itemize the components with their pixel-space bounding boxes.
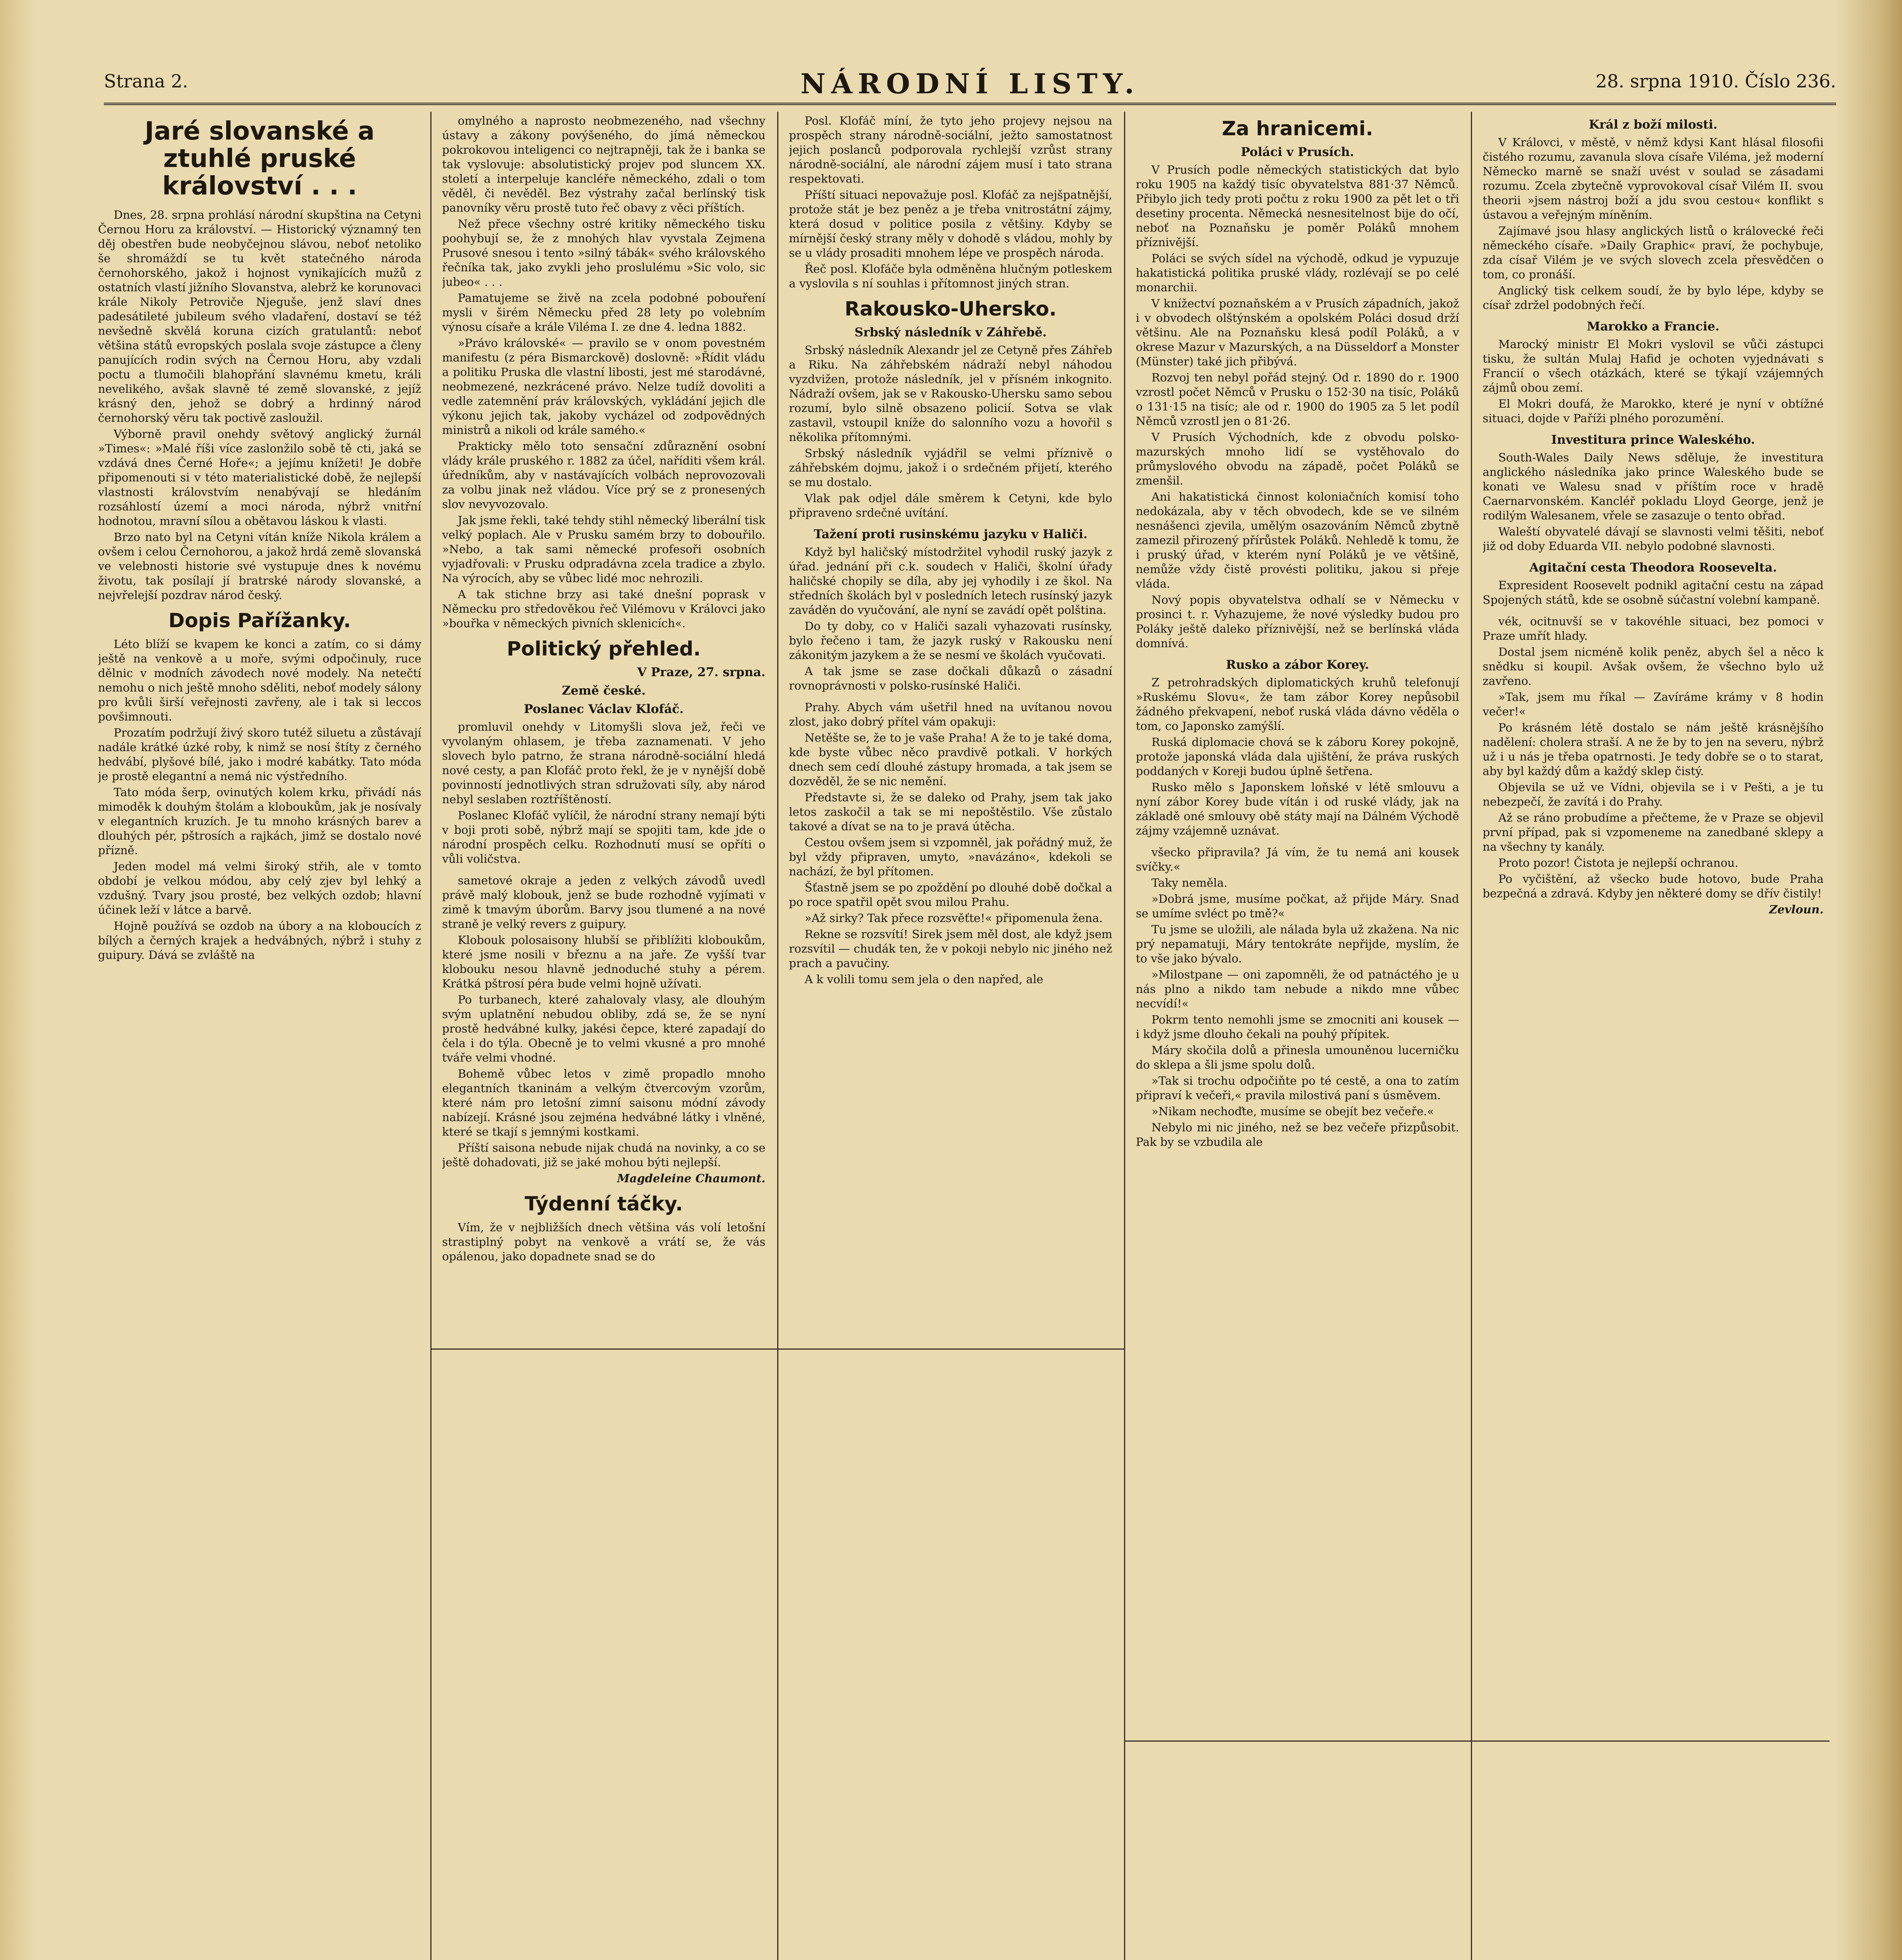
column-3	[789, 114, 1112, 1960]
column-5	[1483, 114, 1824, 1960]
paragraph: Jak jsme řekli, také tehdy stihl německý liberální tisk velký poplach. Ale v Prusku samém brzy to dobouřilo. »Nebo, a tak sami německé profesoři osobních vyjadřovali: v Prusku odpradávna zcela tradice a zbylo. Na výrocích, aby se vůbec lidé moc nehrozili.	[442, 514, 765, 585]
paragraph: »Dobrá jsme, musíme počkat, až přijde Máry. Snad se umíme svléct po tmě?«	[1136, 892, 1459, 920]
paragraph: Představte si, že se daleko od Prahy, jsem tak jako letos zaskočil a tak se mi nepoštěstilo. Vše zůstalo takové a dívat se na to je pravá útěcha.	[789, 791, 1112, 833]
paragraph: Příští situaci nepovažuje posl. Klofáč za nejšpatnější, protože stát je bez peněz a je třeba vnitrostátní zájmy, která dosud v politice posila z většiny. Kdyby se mírnější český strany měly v dohodě s vládou, mohly by se u vlády prosaditi mnohem lépe ve prospěch národa.	[789, 188, 1112, 260]
paragraph: Máry skočila dolů a přinesla umouněnou lucerničku do sklepa a šli jsme spolu dolů.	[1136, 1044, 1459, 1071]
paragraph: »Právo královské« — pravilo se v onom povestném manifestu (z péra Bismarckově) doslovně: »Řídit vládu a politiku Pruska dle vlastní libosti, jest mé starodávné, neobmezené, nezkrácené právo. Nelze tudíž dovoliti a vedle zatemnění práv královských, vykládání jejich dle výkonu jejich tak, jakoby vycházel od zodpovědných ministrů a nikoli od krále samého.«	[442, 336, 765, 437]
article-subheading: Srbský následník v Záhřebě.	[854, 325, 1047, 339]
column-2	[442, 114, 765, 1960]
paragraph: Z petrohradských diplomatických kruhů telefonují »Ruskému Slovu«, že tam zábor Korey nepůsobil žádného překvapení, neboť ruská vláda dávno věděla o tom, co Japonsko zamýšlí.	[1136, 676, 1459, 733]
paragraph: Posl. Klofáč míní, že tyto jeho projevy nejsou na prospěch strany národně-sociální, ježto samostatnost jejich poslanců podporovala rychlejší vzrůst strany národně-sociální, ale národní zájem musí i tato strana respektovati.	[789, 114, 1112, 185]
paragraph: Než přece všechny ostré kritiky německého tisku poohybují se, že z mnohých hlav vyvstala Zejmena Prusové snesou i tento »silný tábák« svého královského řečníka tak, jako zvykli jeho proslulému »Sic volo, sic jubeo« . . .	[442, 217, 765, 289]
paragraph: Prahy. Abych vám ušetřil hned na uvítanou novou zlost, jako dobrý přítel vám opakuji:	[789, 701, 1112, 728]
article	[442, 873, 765, 1186]
paragraph: Ruská diplomacie chová se k záboru Korey pokojně, protože japonská vláda dala ujištění, že práva ruských poddaných v Koreji budou úplně šetřena.	[1136, 735, 1459, 778]
paragraph: Řeč posl. Klofáče byla odměněna hlučným potleskem a vyslovila s ní souhlas i přítomnost jiných stran.	[789, 262, 1112, 290]
issue-date: 28. srpna 1910. Číslo 236.	[1596, 71, 1836, 92]
column-divider	[1471, 112, 1472, 1960]
article	[98, 610, 421, 962]
paragraph: omylného a naprosto neobmezeného, nad všechny ústavy a zákony povýšeného, do jímá německou pokrokovou inteligenci co nejtrapněji, tak že i banka se tak vyslovuje: absolutistický projev pod sluncem XX. století a interpeluje kancléře německého, zdali o tom věděl, či nevěděl. Bez výstrahy začal berlínský tisk panovníky věru prostě tuto řeč obavy z věci příštích.	[442, 114, 765, 214]
paragraph: Marocký ministr El Mokri vyslovil se vůči zástupci tisku, že sultán Mulaj Hafid je ochoten vyjednávati s Francií o všech otázkách, které se týkají vzájemných zájmů obou zemí.	[1483, 338, 1824, 394]
paragraph: Po krásném létě dostalo se nám ještě krásnějšího nadělení: cholera straší. A ne že by to jen na severu, nýbrž už i u nás je třeba opatrnosti. Je tedy dobře se o to starat, aby byl každý dům a každý sklep čistý.	[1483, 721, 1824, 778]
article-subheading: Tažení proti rusinskému jazyku v Haliči.	[814, 527, 1088, 541]
article	[442, 114, 765, 631]
paragraph: Hojně používá se ozdob na úbory a na kloboucích z bílých a černých krajek a hedvábných, nýbrž i stuhy z guipury. Dává se zvláště na	[98, 919, 421, 962]
paragraph: Cestou ovšem jsem si vzpomněl, jak pořádný muž, že byl vždy připraven, umyto, »navázáno«, kdekoli se nachází, že byl přítomen.	[789, 836, 1112, 878]
paragraph: Poslanec Klofáč vylíčil, že národní strany nemají býti v boji proti sobě, nýbrž mají se spojiti tam, kde jde o národní prospěch celku. Rozhodnutí musí se opříti o vůli voličstva.	[442, 809, 765, 866]
header-rule	[104, 103, 1836, 105]
paragraph: El Mokri doufá, že Marokko, které je nyní v obtížné situaci, dojde v Paříži plného porozumění.	[1483, 397, 1824, 425]
article-subheading: Investitura prince Waleského.	[1551, 433, 1755, 447]
column-divider	[777, 112, 778, 1960]
paragraph: Waleští obyvatelé dávají se slavnosti velmi těšiti, neboť již od doby Eduarda VII. nebylo podobné slavnosti.	[1483, 525, 1824, 553]
article	[1483, 118, 1824, 312]
masthead	[104, 67, 1836, 100]
article	[1136, 845, 1459, 1149]
article-heading: Týdenní táčky.	[524, 1192, 683, 1215]
article-subheading: Země české.	[562, 684, 646, 698]
paragraph: Tato móda šerp, ovinutých kolem krku, přivádí nás mimoděk k douhým štolám a kloboukům, jak je nosívaly v elegantních kruzích. Je tu mnoho krásných barev a dlouhých pér, pštrosích a rajkách, jimž se dostalo nové přízně.	[98, 786, 421, 857]
newspaper-title: NÁRODNÍ LISTY.	[800, 67, 1140, 100]
article-subheading: Poláci v Prusích.	[1241, 145, 1354, 159]
paragraph: »Až sirky? Tak přece rozsvěťte!« připomenula žena.	[805, 911, 1103, 925]
paragraph: Když byl haličský místodržitel vyhodil ruský jazyk z úřad. jednání při c.k. soudech v Haliči, školní úřady haličské chopily se díla, aby jej vyhodily i ze škol. Na středních školách byl v posledních letech rusínský jazyk zaváděn do vyučování, ale nyní se zavádí opět polština.	[789, 545, 1112, 617]
article	[1483, 614, 1824, 917]
paragraph: Rekne se rozsvítí! Sirek jsem měl dost, ale když jsem rozsvítil — chudák ten, že v pokoji nebylo nic jiného než prach a pavučiny.	[789, 927, 1112, 970]
paragraph: Srbský následník Alexandr jel ze Cetyně přes Záhřeb a Riku. Na záhřebském nádraží nebyl náhodou vyzdvižen, protože následník, jel v přísném inkognito. Nádraží ovšem, jak se v Rakousko-Uhersku samo sebou rozumí, bylo silně obsazeno policií. Sotva se vlak zastavil, vstoupil kníže do salonního vozu a hovořil s několika přítomnými.	[789, 343, 1112, 444]
paragraph: Objevila se už ve Vídni, objevila se i v Pešti, a je tu nebezpečí, že zavítá i do Prahy.	[1483, 780, 1824, 808]
article	[1136, 658, 1459, 838]
paragraph: Nebylo mi nic jiného, než se bez večeře přizpůsobit. Pak by se vzbudila ale	[1136, 1121, 1459, 1149]
paragraph: vék, ocitnuvší se v takovéhle situaci, bez pomoci v Praze umřít hlady.	[1483, 615, 1824, 642]
paragraph: Pokrm tento nemohli jsme se zmocniti ani kousek — i když jsme dlouho čekali na pouhý přípitek.	[1136, 1013, 1459, 1041]
paragraph: Brzo nato byl na Cetyni vítán kníže Nikola králem a ovšem i celou Černohorou, a jakož hrdá země slovanská ve velebnosti historie své vystupuje dnes k novému životu, tak posílají jí bratrské národy slovanské, a nejvřelejší pozdrav národ český.	[98, 530, 421, 602]
article-subheading: Rusko a zábor Korey.	[1226, 658, 1369, 672]
paragraph: Léto blíží se kvapem ke konci a zatím, co si dámy ještě na venkově a u moře, svými odpočinuly, ruce dělnic v modních závodech nové modely. Na netečtí nemohu o nich ještě mnoho sděliti, neboť modely sálony pro kvůli širší veřejnosti zavřeny, ale i tak si leccos povšimnouti.	[98, 637, 421, 723]
article	[1483, 561, 1824, 607]
paragraph: Zajímavé jsou hlasy anglických listů o královecké řeči německého císaře. »Daily Graphic« praví, že pochybuje, zda císař Vilém je ve svých slovech zcela přesvědčen o tom, co pronáší.	[1483, 224, 1824, 281]
paragraph: Rozvoj ten nebyl pořád stejný. Od r. 1890 do r. 1900 vzrostl počet Němců v Prusku o 152·30 na tisíc, Poláků o 131·15 na tisíc; ale od r. 1900 do 1905 za 5 let podíl Němců vzrostl jen o 81·26.	[1136, 371, 1459, 428]
paragraph: A k volili tomu sem jela o den napřed, ale	[805, 973, 1043, 986]
article-heading: Jaré slovanské a ztuhlé pruské království . . .	[145, 117, 375, 201]
paragraph: Až se ráno probudíme a přečteme, že v Praze se objevil první případ, pak si vzpomeneme na zanedbané sklepy a na všechny ty kanály.	[1483, 811, 1824, 853]
paragraph: A tak jsme se zase dočkali důkazů o zásadní rovnoprávnosti v polsko-rusínské Haliči.	[789, 664, 1112, 692]
paragraph: všecko připravila? Já vím, že tu nemá ani kousek svíčky.«	[1136, 846, 1459, 873]
paragraph: V Prusích podle německých statistických dat bylo roku 1905 na každý tisíc obyvatelstva 881·37 Němců. Přibylo jich tedy proti počtu z roku 1900 za pět let o tři desetiny procenta. Německá nesnesitelnost bije do očí, neboť na Poznaňsku je poměr Poláků mnohem příznivější.	[1136, 163, 1459, 249]
paragraph: Jeden model má velmi široký střih, ale v tomto období je velkou módou, aby celý zjev byl lehký a vzdušný. Tvary jsou prosté, bez velkých ozdob; hlavní účinek leží v látce a barvě.	[98, 860, 421, 916]
column-divider	[430, 112, 432, 1960]
paragraph: »Tak si trochu odpočiňte po té cestě, a ona to zatím připraví k večeři,« pravila milostivá paní s úsměvem.	[1136, 1074, 1459, 1102]
paragraph: »Milostpane — oni zapomněli, že od patnáctého je u nás plno a nikdo tam nebude a nikdo mne vůbec necvídí!«	[1136, 968, 1459, 1010]
paragraph: Dnes, 28. srpna prohlásí národní skupština na Cetyni Černou Horu za království. — Historický významný ten děj obestřen bude neobyčejnou slávou, neboť netoliko še shromáždí se tu květ statečného národa černohorského, jakož i hojnost vynikajících mužů z ostatních vlastí jižního Slovanstva, alebrž ke korunovaci krále Nikoly Petroviče Njeguše, jenž slaví dnes padesátileté jubileum svého vladaření, dostaví se též nevšedně skvělá koruna cizích gratulantů: neboť většina států evropských poslala svoje zástupce a členy panujících rodin svých na Černou Horu, aby vzdali poctu a tlumočili blahopřání slavnému kmetu, králi nevelikého, avšak slavně té země slovanské, z jejíž krásný den, jehož se dobrý a hrdinný národ černohorský věru tak poctivě zasloužil.	[98, 208, 421, 425]
paragraph: Taky neměla.	[1151, 876, 1228, 889]
dateline: V Praze, 27. srpna.	[637, 665, 765, 679]
article	[1483, 433, 1824, 554]
article-heading: Dopis Pařížanky.	[168, 609, 351, 632]
paragraph: Prozatím podržují živý skoro tutéž siluetu a zůstávají nadále krátké úzké roby, k nimž se nosí štíty z černého hedvábí, plyšové bílé, jako i modré kabátky. Tato móda je prostě elegantní a nemá nic výstředního.	[98, 726, 421, 783]
article-heading: Za hranicemi.	[1222, 117, 1373, 140]
paragraph: Prakticky mělo toto sensační zdůraznění osobní vlády krále pruského r. 1882 za účel, naříditi všem král. úředníkům, aby v nastávajících volbách neprovozovali za volbu jinak než vládou. Více prý se z pronesených slov nevyvozovalo.	[442, 439, 765, 511]
paragraph: »Nikam nechoďte, musíme se obejít bez večeře.«	[1151, 1105, 1434, 1118]
article-heading: Rakousko-Uhersko.	[845, 298, 1057, 320]
paragraph: Poláci se svých sídel na východě, odkud je vypuzuje hakatistická politika pruské vlády, rozlévají se po celé monarchii.	[1136, 252, 1459, 294]
paragraph: Klobouk polosaisony hlubší se přiblížiti kloboukům, které jsme nosili v březnu a na jaře. Ze vyšší tvar klobouku nesou hlavně jednoduché stuhy a pérem. Krátká pštrosí péra bude velmi hojně užívati.	[442, 933, 765, 990]
article	[442, 638, 765, 866]
paragraph: V Královci, v městě, v němž kdysi Kant hlásal filosofii čistého rozumu, zavanula slova císaře Viléma, jež moderní Německo marně se snaží uvést v soulad se zásadami rozumu. Zcela zbytečně vyprovokoval císař Vilém II. svou theorii »jsem nástroj boží a jdu svou cestou« konflikt s ústavou a veřejným míněním.	[1483, 136, 1824, 221]
article	[789, 298, 1112, 520]
author-signature: Zevloun.	[1769, 903, 1824, 916]
article-subheading: Marokko a Francie.	[1587, 319, 1720, 334]
paragraph: V Prusích Východních, kde z obvodu polsko-mazurských mnoho lidí se vystěhovalo do průmyslového obvodu na západě, počet Poláků se zmenšil.	[1136, 430, 1459, 487]
paragraph: Pamatujeme se živě na zcela podobné pobouření mysli v širém Německu před 28 lety po volebním výnosu císaře a krále Viléma I. ze dne 4. ledna 1882.	[442, 291, 765, 334]
column-divider	[1124, 112, 1125, 1960]
paragraph: Netěšte se, že to je vaše Praha! A že to je také doma, kde byste vůbec něco pravdivě potkali. V horkých dnech sem cedí dlouhé zástupy hromada, a tak jsem se dozvěděl, že se nic nemění.	[789, 731, 1112, 788]
paragraph: Anglický tisk celkem soudí, že by bylo lépe, kdyby se císař zdržel podobných řečí.	[1483, 284, 1824, 312]
article	[789, 114, 1112, 291]
paragraph: Tu jsme se uložili, ale nálada byla už zkažena. Na nic prý nepamatuji, Máry tentokráte nepřijde, myslím, že to vše jako bývalo.	[1136, 923, 1459, 965]
paragraph: Expresident Roosevelt podnikl agitační cestu na západ Spojených států, kde se osobně súčastní volební kampaně.	[1483, 579, 1824, 606]
article-heading: Politický přehled.	[507, 637, 701, 660]
article-subheading: Král z boží milosti.	[1588, 118, 1718, 132]
paragraph: Rusko mělo s Japonskem loňské v létě smlouvu a nyní zábor Korey bude vítán i od ruské vlády, jak na základě oné smlouvy obě státy mají na Dálném Východě zájmy vzájemně uznávat.	[1136, 780, 1459, 837]
article	[789, 700, 1112, 987]
paragraph: Srbský následník vyjádřil se velmi příznivě o záhřebském dojmu, jakož i o srdečném přijetí, kterého se mu dostalo.	[789, 446, 1112, 489]
paragraph: South-Wales Daily News sděluje, že investitura anglického následníka jako prince Waleského bude se konati ve Walesu snad v příštím roce v hradě Caernarvonském. Kancléř pokladu Lloyd George, jenž je rodilým Walesanem, vřele se zasazuje o tento obřad.	[1483, 451, 1824, 522]
paragraph: Do ty doby, co v Haliči sazali vyhazovati rusínsky, bylo řečeno i tam, že jazyk ruský v Rakousku není zákonitým jazykem a že se nesmí ve školách vyučovati.	[789, 619, 1112, 662]
paragraph: Vím, že v nejbližších dnech většina vás volí letošní strastiplný pobyt na venkově a vrátí se, že vás opálenou, jako dopadnete snad se do	[442, 1221, 765, 1263]
paragraph: Příští saisona nebude nijak chudá na novinky, a co se ještě dohadovati, již se jaké mohou býti nejlepší.	[442, 1141, 765, 1169]
paragraph: V knížectví poznaňském a v Prusích západních, jakož i v obvodech olštýnském a opolském Poláci dosud drží většinu. Ale na Poznaňsku klesá podíl Poláků, a v okrese Mazur v Mazurských, a na Düsseldorf a Monster (Münster) také jich přibývá.	[1136, 297, 1459, 368]
paragraph: Proto pozor! Čistota je nejlepší ochranou.	[1498, 856, 1739, 869]
paragraph: Po turbanech, které zahalovaly vlasy, ale dlouhým svým uplatnění nebudou obliby, zdá se, že se nyní prostě hedvábné kulky, jakési čepce, které zapadají do čela i do týla. Obecně je to velmi vkusné a pro mnohé tváře velmi vhodné.	[442, 993, 765, 1064]
paragraph: Nový popis obyvatelstva odhalí se v Německu v prosinci t. r. Vyhazujeme, že nové výsledky budou pro Poláky ještě daleko příznivější, než se berlínská vláda domnívá.	[1136, 593, 1459, 650]
page-number: Strana 2.	[104, 71, 188, 92]
paragraph: A tak stichne brzy asi také dnešní poprask v Německu pro středověkou řeč Vilémovu v Královci jako »bouřka v německých pivních sklenicích«.	[442, 588, 765, 630]
paragraph: Vlak pak odjel dále směrem k Cetyni, kde bylo připraveno srdečné uvítání.	[789, 492, 1112, 519]
column-4	[1136, 114, 1459, 1960]
article-subheading: Agitační cesta Theodora Roosevelta.	[1529, 561, 1777, 575]
page-edge-right	[1835, 0, 1902, 1960]
article	[442, 1193, 765, 1264]
article	[789, 527, 1112, 693]
paragraph: Ani hakatistická činnost koloniačních komisí toho nedokázala, aby v těch obvodech, kde se ve silném nesnášenci zjevila, umělým osazováním Němců zbytně zamezil přirozený přírůstek Poláků. Nehledě k tomu, že i pruský úřad, v kterém nyní Poláků je ve většině, nemůže vždy čistě provésti politiku, jakou si přeje vláda.	[1136, 490, 1459, 590]
page-edge-left	[0, 0, 35, 1960]
article	[1483, 319, 1824, 426]
article	[1136, 118, 1459, 651]
article	[98, 118, 421, 603]
author-signature: Magdeleine Chaumont.	[617, 1172, 765, 1185]
paragraph: »Tak, jsem mu říkal — Zavíráme krámy v 8 hodin večer!«	[1483, 690, 1824, 718]
article-subheading: Poslanec Václav Klofáč.	[524, 702, 684, 716]
column-1	[98, 114, 421, 1960]
paragraph: Šťastně jsem se po zpoždění po dlouhé době dočkal a po roce spatřil opět svou milou Prahu.	[789, 881, 1112, 909]
paragraph: Bohemě vůbec letos v zimě propadlo mnoho elegantních tkaninám a velkým čtvercovým vzorům, které nám pro letošní zimní saisonu módní závody nabízejí. Krásné jsou zejména hedvábné látky i vlněné, které se tkají s jemnými kostkami.	[442, 1067, 765, 1138]
paragraph: Výborně pravil onehdy světový anglický žurnál »Times«: »Malé říši více zaslonžilo sobě tě cti, jaká se vzdává dnes Černé Hoře«; a jejímu knížeti! Je dobře připomenouti si v této materialistické době, že nejlepší vlastnosti královstvím nenabývají se hledáním rozsáhlostí území a moci národa, nýbrž vnitřní hodnotou, mravní sílou a obětavou láskou k vlasti.	[98, 427, 421, 528]
paragraph: promluvil onehdy v Litomyšli slova jež, řeči ve vyvolaným ohlasem, je třeba zaznamenati. V jeho slovech bylo patrno, že strana národně-sociální hledá nové cesty, a pan Klofáč proto řekl, že je v nynější době povinností jednotlivých stran sdružovati síly, aby národ nebyl seslaben roztříštěností.	[442, 720, 765, 806]
paragraph: Dostal jsem nicméně kolik peněz, abych šel a něco k snědku si koupil. Avšak ovšem, že všechno bylo už zavřeno.	[1483, 645, 1824, 688]
paragraph: Po vyčištění, až všecko bude hotovo, bude Praha bezpečná a zdravá. Kdyby jen některé domy se dřív čistily!	[1483, 872, 1824, 900]
paragraph: sametové okraje a jeden z velkých závodů uvedl právě malý klobouk, jenž se bude rozhodně vyjímati v zimě k tmavým úborům. Barvy jsou tlumené a na nové straně je velký revers z guipury.	[442, 874, 765, 931]
